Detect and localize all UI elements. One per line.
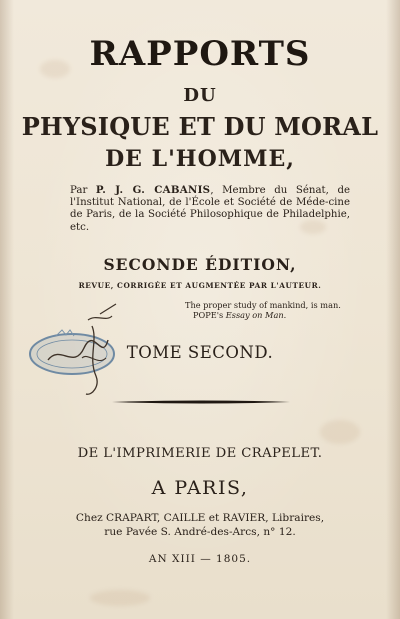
epigraph-attribution (185, 310, 355, 320)
publication-date: AN XIII — 1805. (148, 553, 252, 565)
foxing-spot (90, 590, 150, 606)
volume-label: TOME SECOND. (126, 343, 274, 362)
epigraph-author: POPE's (193, 310, 226, 320)
author-block (70, 184, 350, 234)
publisher-block (52, 512, 348, 539)
author-affiliations: , Membre du Sénat, de l'Institut National, de l'École et Société de Méde-cine de Paris, de la Société Philosophique de Philadelphie, etc. (70, 185, 350, 233)
title-line-rapports: RAPPORTS (89, 34, 311, 74)
ornamental-rule (112, 400, 290, 404)
epigraph (185, 300, 355, 320)
printer-line: DE L'IMPRIMERIE DE CRAPELET. (77, 446, 323, 461)
foxing-spot (320, 420, 360, 444)
publisher-line-2: rue Pavée S. André-des-Arcs, n° 12. (104, 525, 296, 538)
title-line-du: DU (183, 85, 217, 106)
author-prefix: Par (70, 185, 96, 196)
edition-subtitle: REVUE, CORRIGÉE ET AUGMENTÉE PAR L'AUTEUR. (78, 281, 322, 290)
epigraph-work: Essay on Man. (225, 310, 287, 320)
city-line: A PARIS, (151, 477, 249, 499)
author-name: P. J. G. CABANIS (95, 184, 211, 196)
title-line-homme: DE L'HOMME, (105, 146, 295, 172)
publisher-line-1: Chez CRAPART, CAILLE et RAVIER, Libraires, (75, 512, 325, 524)
epigraph-quote: The proper study of mankind, is man. (185, 300, 341, 310)
edition-title: SECONDE ÉDITION, (103, 255, 297, 274)
title-line-physique-moral: PHYSIQUE ET DU MORAL (21, 112, 379, 141)
